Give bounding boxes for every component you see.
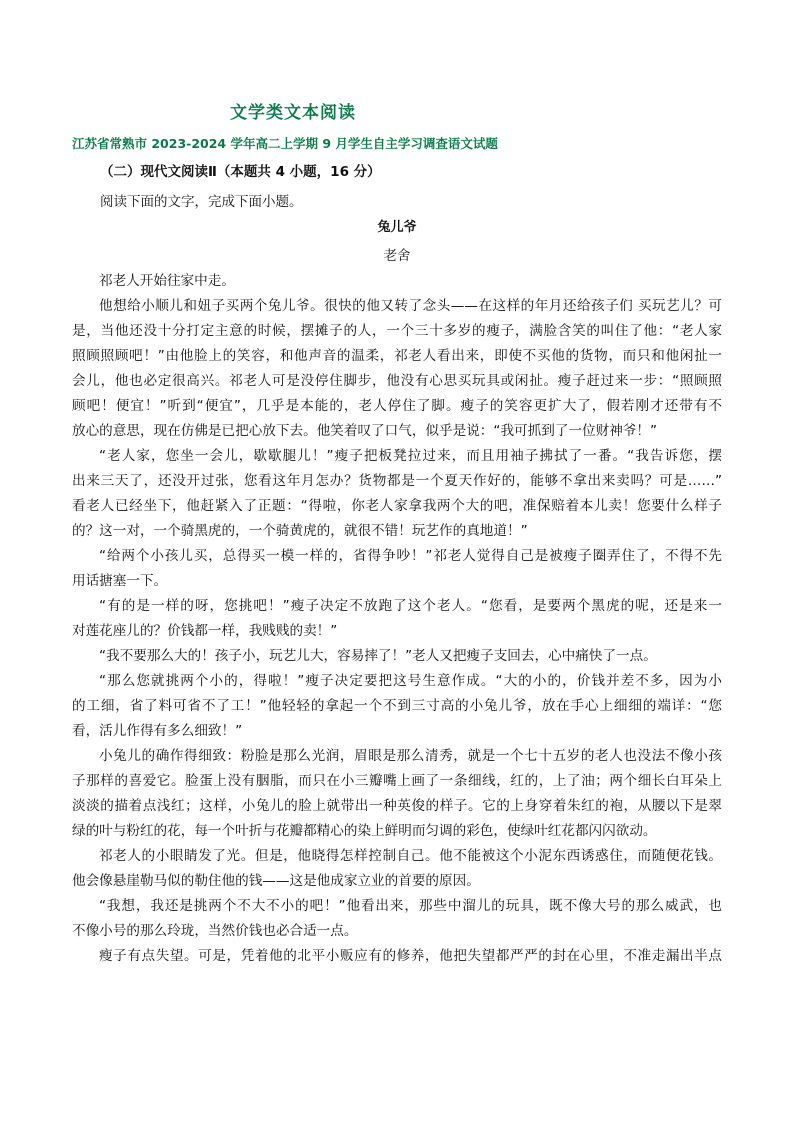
exam-source: 江苏省常熟市 2023-2024 学年高二上学期 9 月学生自主学习调查语文试题 <box>72 136 498 151</box>
story-line: 小兔儿的确作得细致：粉脸是那么光润，眉眼是那么清秀，就是一个七十五岁的老人也没法不像小孩 <box>99 748 722 764</box>
story-line: 会儿，他也必定很高兴。祁老人可是没停住脚步，他没有心思买玩具或闲扯。瘦子赶过来一步：“照顾照 <box>72 373 722 389</box>
story-line: 子那样的喜爱它。脸蛋上没有胭脂，而只在小三瓣嘴上画了一条细线，红的，上了油；两个细长白耳朵上 <box>72 773 722 789</box>
story-line: 的？这一对，一个骑黑虎的，一个骑黄虎的，就很不错！玩艺作的真地道！” <box>72 523 528 539</box>
story-line: 他想给小顺儿和妞子买两个兔儿爷。很快的他又转了念头——在这样的年月还给孩子们 买玩艺儿？可 <box>99 298 722 314</box>
document-title: 文学类文本阅读 <box>230 103 356 123</box>
story-line: “有的是一样的呀，您挑吧！”瘦子决定不放跑了这个老人。“您看，是要两个黑虎的呢，还是来一 <box>99 598 722 614</box>
story-line: “给两个小孩儿买，总得买一模一样的，省得争吵！”祁老人觉得自己是被瘦子圈弄住了，不得不先 <box>99 548 722 564</box>
story-line: 用话搪塞一下。 <box>72 573 168 589</box>
section-heading: （二）现代文阅读Ⅱ（本题共 4 小题，16 分） <box>100 164 381 180</box>
story-line: 看，活儿作得有多么细致！” <box>72 723 243 739</box>
story-line: 顾吧！便宜！”听到“便宜”，几乎是本能的，老人停住了脚。瘦子的笑容更扩大了，假若刚才还带有不 <box>72 398 722 414</box>
story-line: 淡淡的描着点浅红；这样，小兔儿的脸上就带出一种英俊的样子。它的上身穿着朱红的袍，从腰以下是翠 <box>72 798 722 814</box>
story-body <box>72 269 722 969</box>
story-line: 照顾照顾吧！”由他脸上的笑容，和他声音的温柔，祁老人看出来，即使不买他的货物，而只和他闲扯一 <box>72 348 722 364</box>
story-line: “我不要那么大的！孩子小，玩艺儿大，容易摔了！”老人又把瘦子支回去，心中痛快了一点。 <box>99 648 657 664</box>
story-line: 对莲花座儿的？价钱都一样，我贱贱的卖！” <box>72 623 338 639</box>
reading-instruction: 阅读下面的文字，完成下面小题。 <box>100 194 303 210</box>
story-line: 他会像悬崖勒马似的勒住他的钱——这是他成家立业的首要的原因。 <box>72 873 480 889</box>
story-line: 祁老人开始往家中走。 <box>99 273 235 289</box>
story-line: 看老人已经坐下，他赶紧入了正题：“得啦，你老人家拿我两个大的吧，准保赔着本儿卖！您要什么样子 <box>72 498 722 514</box>
story-line: 的工细，省了料可省不了工！”他轻轻的拿起一个不到三寸高的小兔儿爷，放在手心上细细的端详：“您 <box>72 698 722 714</box>
story-line: 不像小号的那么玲珑，当然价钱也必合适一点。 <box>72 923 358 939</box>
story-line: 祁老人的小眼睛发了光。但是，他晓得怎样控制自己。他不能被这个小泥东西诱惑住，而随便花钱。 <box>99 848 722 864</box>
story-line: “我想，我还是挑两个不大不小的吧！”他看出来，那些中溜儿的玩具，既不像大号的那么威武，也 <box>99 898 722 914</box>
story-line: “那么您就挑两个小的，得啦！”瘦子决定要把这号生意作成。“大的小的，价钱并差不多，因为小 <box>99 673 722 689</box>
story-line: 放心的意思，现在仿佛是已把心放下去。他笑着叹了口气，似乎是说：“我可抓到了一位财神爷！” <box>72 423 658 439</box>
story-author: 老舍 <box>383 248 411 264</box>
story-line: 出来三天了，还没开过张，您看这年月怎办？货物都是一个夏天作好的，能够不拿出来卖吗？可是……” <box>72 473 722 489</box>
story-title: 兔儿爷 <box>377 220 417 235</box>
story-line: 绿的叶与粉红的花，每一个叶折与花瓣都精心的染上鲜明而匀调的彩色，使绿叶红花都闪闪欲动。 <box>72 823 657 839</box>
story-line: 是，当他还没十分打定主意的时候，摆摊子的人，一个三十多岁的瘦子，满脸含笑的叫住了他：“老人家 <box>72 323 722 339</box>
story-line: 瘦子有点失望。可是，凭着他的北平小贩应有的修养，他把失望都严严的封在心里，不准走漏出半点 <box>99 948 722 964</box>
story-line: “老人家，您坐一会儿，歇歇腿儿！”瘦子把板凳拉过来，而且用袖子拂拭了一番。“我告诉您，摆 <box>99 448 722 464</box>
